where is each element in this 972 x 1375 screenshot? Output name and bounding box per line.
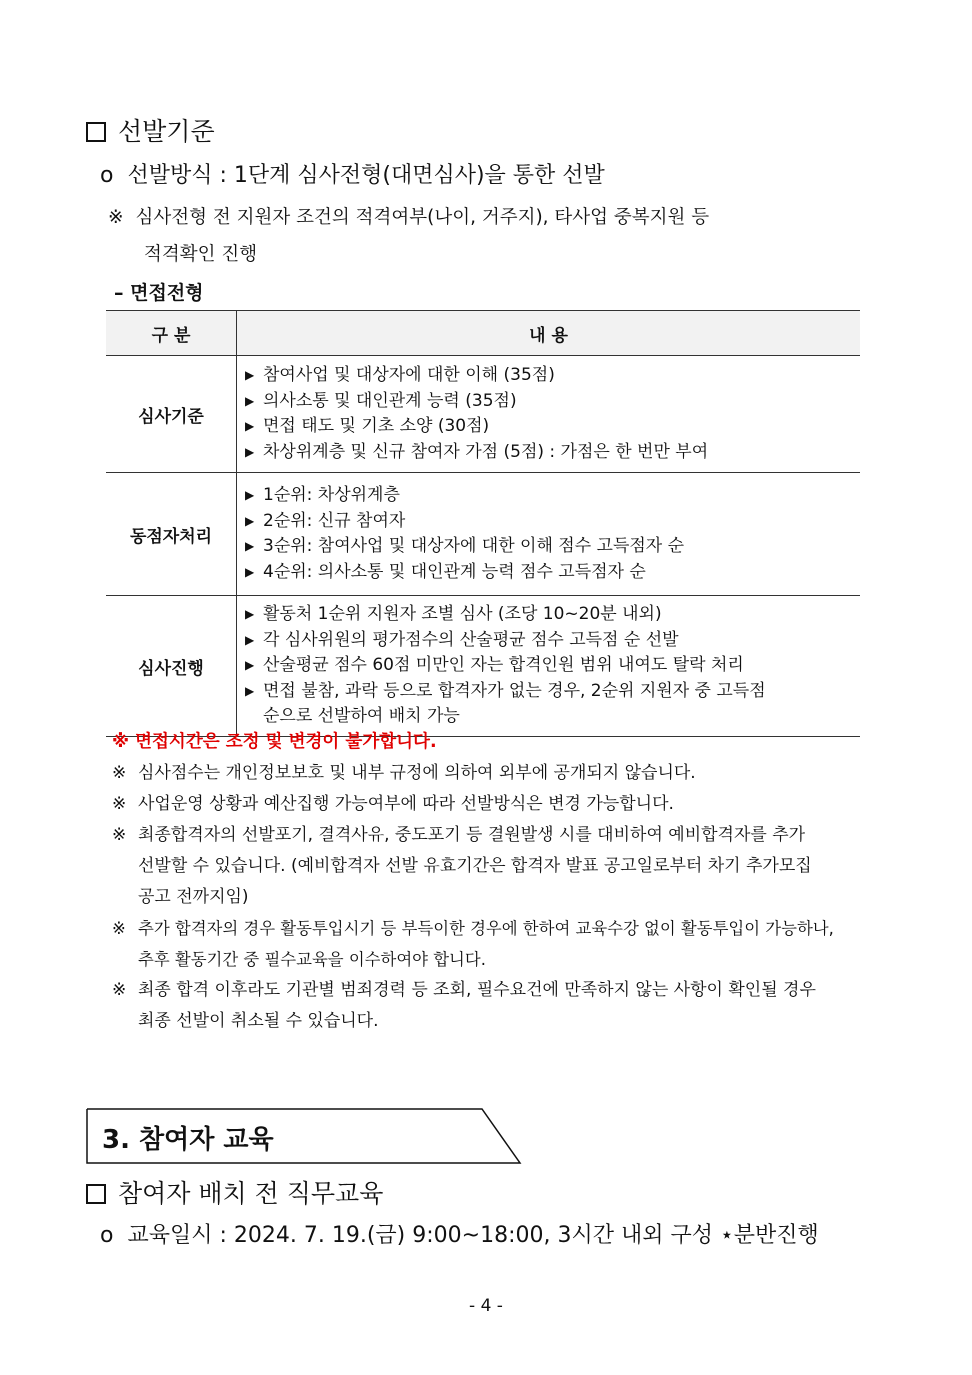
list-item: ▶ 2순위: 신규 참여자 — [245, 509, 860, 535]
row-category: 심사기준 — [106, 356, 237, 473]
list-item: ▶ 1순위: 차상위계층 — [245, 483, 860, 509]
note-mark: ※ — [112, 825, 127, 845]
note-line: 추가 합격자의 경우 활동투입시기 등 부득이한 경우에 한하여 교육수강 없이 활동투입이 가능하나, — [138, 919, 834, 938]
circle-bullet: o — [100, 1223, 114, 1248]
note-line: 선발할 수 있습니다. (예비합격자 선발 유효기간은 합격자 발표 공고일로부터 차기 추가모집 — [138, 856, 812, 876]
note-mark: ※ — [108, 207, 124, 228]
note-line: 최종 선발이 취소될 수 있습니다. — [138, 1011, 379, 1031]
notes-list — [112, 727, 892, 1037]
table-header-row — [106, 311, 860, 356]
criteria-table — [106, 310, 860, 737]
page-number: - 4 - — [469, 1296, 503, 1316]
list-item: ▶ 산술평균 점수 60점 미만인 자는 합격인원 범위 내여도 탈락 처리 — [245, 653, 860, 679]
note-line: 최종합격자의 선발포기, 결격사유, 중도포기 등 결원발생 시를 대비하여 예비합격자를 추가 — [138, 825, 806, 845]
note-item — [112, 758, 892, 789]
note-item — [112, 913, 892, 975]
circle-bullet: o — [100, 163, 114, 188]
selection-method-text: 선발방식 : 1단계 심사전형(대면심사)을 통한 선발 — [127, 163, 605, 188]
eligibility-note-line2: 적격확인 진행 — [144, 244, 258, 265]
interview-label: – 면접전형 — [114, 282, 204, 304]
section-heading-text: 선발기준 — [118, 117, 215, 146]
list-item: ▶ 각 심사위원의 평가점수의 산술평균 점수 고득점 순 선발 — [245, 628, 860, 654]
header-category: 구 분 — [106, 311, 237, 356]
checkbox-square-icon — [86, 1184, 106, 1204]
list-item: ▶ 4순위: 의사소통 및 대인관계 능력 점수 고득점자 순 — [245, 560, 860, 586]
list-item: ▶ 활동처 1순위 지원자 조별 심사 (조당 10~20분 내외) — [245, 602, 860, 628]
table-row — [106, 473, 860, 596]
checkbox-square-icon — [86, 122, 106, 142]
note-item — [112, 820, 892, 913]
table-row — [106, 356, 860, 473]
note-item — [112, 789, 892, 820]
note-line: 심사점수는 개인정보보호 및 내부 규정에 의하여 외부에 공개되지 않습니다. — [138, 763, 696, 783]
list-item-continuation: 순으로 선발하여 배치 가능 — [263, 706, 460, 727]
subsection-heading — [86, 1174, 383, 1210]
row-items — [237, 356, 861, 473]
list-item-text: 면접 불참, 과락 등으로 합격자가 없는 경우, 2순위 지원자 중 고득점 — [263, 680, 766, 701]
list-item: ▶ 참여사업 및 대상자에 대한 이해 (35점) — [245, 363, 860, 389]
note-item — [112, 975, 892, 1037]
row-category: 심사진행 — [106, 596, 237, 737]
table-row — [106, 596, 860, 737]
section-title-box — [86, 1108, 522, 1164]
note-line: 공고 전까지임) — [138, 887, 249, 907]
education-schedule — [100, 1218, 819, 1249]
row-items — [237, 473, 861, 596]
education-schedule-text: 교육일시 : 2024. 7. 19.(금) 9:00~18:00, 3시간 내외 구성 ⋆분반진행 — [127, 1223, 819, 1248]
list-item: ▶ 면접 태도 및 기초 소양 (30점) — [245, 414, 860, 440]
row-items — [237, 596, 861, 737]
list-item: ▶ 3순위: 참여사업 및 대상자에 대한 이해 점수 고득점자 순 — [245, 534, 860, 560]
selection-method — [100, 158, 605, 189]
eligibility-note-line1: 심사전형 전 지원자 조건의 적격여부(나이, 거주지), 타사업 중복지원 등 — [135, 207, 710, 228]
note-mark: ※ — [112, 794, 127, 814]
note-mark: ※ — [112, 763, 127, 783]
section-heading — [86, 112, 215, 148]
note-line: 추후 활동기간 중 필수교육을 이수하여야 합니다. — [138, 950, 486, 969]
list-item: ▶ 의사소통 및 대인관계 능력 (35점) — [245, 389, 860, 415]
section-title: 3. 참여자 교육 — [102, 1125, 274, 1155]
eligibility-note — [108, 199, 868, 273]
subsection-heading-text: 참여자 배치 전 직무교육 — [118, 1179, 384, 1208]
note-line: 최종 합격 이후라도 기관별 범죄경력 등 조회, 필수요건에 만족하지 않는 사항이 확인될 경우 — [138, 980, 816, 1000]
note-mark: ※ — [112, 919, 126, 938]
header-content: 내 용 — [237, 311, 861, 356]
note-line: 사업운영 상황과 예산집행 가능여부에 따라 선발방식은 변경 가능합니다. — [138, 794, 674, 814]
list-item: ▶ 차상위계층 및 신규 참여자 가점 (5점) : 가점은 한 번만 부여 — [245, 440, 860, 466]
list-item — [245, 679, 860, 730]
red-notice: ※ 면접시간은 조정 및 변경이 불가합니다. — [112, 732, 437, 752]
row-category: 동점자처리 — [106, 473, 237, 596]
note-mark: ※ — [112, 980, 127, 1000]
